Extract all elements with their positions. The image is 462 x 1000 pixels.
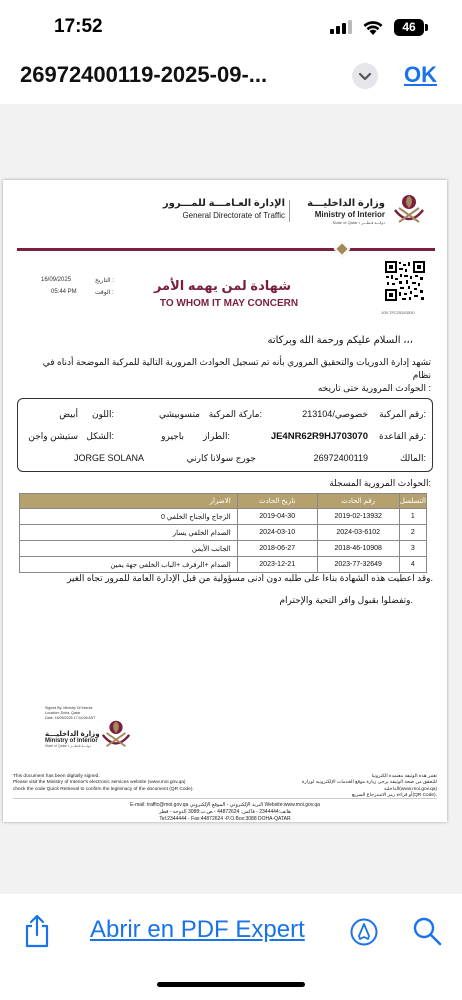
- footer-ar-line: تعتبر هذه الوثيقة معتمدة الكترونيا: [371, 774, 437, 779]
- header-divider: [289, 200, 290, 222]
- viewer-header: [0, 56, 462, 100]
- time-value: 05:44 PM: [51, 289, 77, 295]
- certificate-title-ar: شهادة لمن يهمه الأمر: [153, 278, 291, 293]
- owner-name-ar: جورج سولانا كارني: [186, 453, 256, 463]
- accidents-table: [19, 493, 427, 573]
- chassis-value: JE4NR62R9HJ703070: [270, 431, 368, 442]
- table-row: [20, 525, 427, 541]
- model-value: باجيرو: [161, 431, 184, 441]
- cell-date: 2023-12-21: [237, 557, 317, 573]
- column-header-date: تاريخ الحادث: [237, 494, 317, 509]
- greeting-text: السلام عليكم ورحمة الله وبركاته ،،،: [267, 335, 413, 346]
- cell-date: 2018-06-27: [237, 541, 317, 557]
- diamond-ornament: [334, 241, 351, 258]
- footer-ar-line: للتحقق من صحة الوثيقة يرجى زيارة موقع الخدمات الإلكترونية لوزارة الداخلية(www.moi.gov.qa): [301, 780, 437, 792]
- qr-reference-id: 105-TFC25343530: [381, 310, 415, 315]
- signature-ministry-en: Ministry of Interior: [45, 738, 98, 744]
- footer-notice-en: [13, 774, 194, 793]
- qatar-emblem-stamp-icon: [99, 714, 133, 752]
- vehicle-details-box: [17, 398, 433, 472]
- markup-icon[interactable]: [350, 918, 378, 946]
- contact-line: Tel:2344444 - Fax:44872624 -P.O.Box:3088 DOHA-QATAR: [159, 816, 291, 822]
- pdf-viewer[interactable]: [0, 104, 462, 894]
- footer-en-line: check the code Quick Retrieval to confirm the legitimacy of the document (QR Code).: [13, 786, 194, 792]
- qr-code-icon: [384, 260, 426, 302]
- ministry-name: [293, 198, 385, 225]
- table-row: [20, 541, 427, 557]
- state-line: State of Qatar • دولـــة قـطـــر: [332, 220, 385, 225]
- signature-state-line: State of Qatar • دولـــة قـطـــر: [45, 744, 91, 748]
- cell-serial: 4: [399, 557, 426, 573]
- make-label: ماركة المركبة:: [208, 409, 262, 419]
- signature-date: Date: 16/09/2025 17:44:06 AST: [45, 716, 96, 720]
- header-rule: [17, 248, 435, 251]
- home-indicator[interactable]: [157, 982, 305, 987]
- signature-ministry-ar: وزارة الداخليـــة: [45, 731, 100, 738]
- intro-line-2: الحوادث المرورية حتى تاريخه :: [317, 383, 431, 393]
- chassis-label: رقم القاعدة:: [378, 431, 426, 441]
- time-label: الوقت :: [95, 290, 114, 296]
- status-bar: [0, 0, 462, 56]
- signature-ministry: [45, 730, 101, 748]
- plate-value: خصوصي/213104: [302, 409, 368, 419]
- footer-en-line: Please visit the Ministry of Interior's electronic services website (www.moi.gov.qa): [13, 780, 186, 786]
- open-in-pdf-expert-link[interactable]: Abrir en PDF Expert: [90, 916, 305, 943]
- owner-label: المالك:: [399, 453, 426, 463]
- cell-number: 2018-46-10908: [317, 541, 399, 557]
- signature-location: Location: Doha, Qatar: [45, 711, 81, 715]
- cell-number: 2024-03-6102: [317, 525, 399, 541]
- pdf-page: [3, 180, 447, 822]
- closing-regards: وتفضلوا بقبول وافر التحية والإحترام.: [279, 595, 413, 605]
- column-header-serial: التسلسل: [399, 494, 426, 509]
- accidents-title: الحوادث المرورية المسجلة:: [329, 478, 431, 488]
- cell-date: 2024-03-10: [237, 525, 317, 541]
- intro-line-1: تشهد إدارة الدوريات والتحقيق المروري بأنه تم تسجيل الحوادث المرورية التالية للمركبة الموضحة أدناه في نظام: [42, 357, 431, 380]
- cell-serial: 1: [399, 509, 426, 525]
- wifi-icon: [362, 18, 384, 36]
- certificate-title-en: TO WHOM IT MAY CONCERN: [159, 298, 299, 309]
- signal-icon: [330, 20, 352, 34]
- color-label: اللون:: [92, 409, 114, 419]
- contact-line: E-mail: traffic@moi.gov.qa البريد الإلكتروني - الموقع الإلكتروني Website:www.moi.gov.qa: [130, 802, 320, 808]
- share-icon[interactable]: [22, 914, 52, 948]
- owner-id: 26972400119: [313, 453, 368, 463]
- chevron-down-icon[interactable]: [352, 63, 378, 89]
- cell-damage: الصدام الخلفي يسار: [20, 525, 238, 541]
- footer-contact: [63, 802, 387, 823]
- closing-statement: وقد اعطيت هذه الشهادة بناءا على طلبه دون ادنى مسؤولية من قبل الإدارة العامة للمرور تجاه الغير.: [67, 573, 433, 583]
- model-label: الطراز:: [203, 431, 230, 441]
- cell-damage: الصدام +الرفرف +الباب الخلفي جهة يمين: [20, 557, 238, 573]
- plate-label: رقم المركبة:: [379, 409, 426, 419]
- cell-serial: 2: [399, 525, 426, 541]
- directorate-name-en: General Directorate of Traffic: [182, 211, 285, 220]
- directorate-name-ar: الإدارة العـامـــة للمـــرور: [162, 198, 285, 209]
- shape-value: ستيشن واجن: [28, 431, 78, 441]
- status-time: 17:52: [54, 16, 103, 37]
- cell-damage: الجانب الأيمن: [20, 541, 238, 557]
- column-header-number: رقم الحادث: [317, 494, 399, 509]
- battery-icon: 46: [394, 19, 424, 36]
- file-title: 26972400119-2025-09-...: [20, 62, 268, 87]
- footer-notice-ar: [249, 774, 437, 800]
- signed-by: Signed By: Ministry Of Interior: [45, 706, 93, 710]
- contact-line: هاتف:2344444 - فاكس: 44872624 - ص.ب:3088 الدوحة - قطر: [159, 809, 291, 815]
- table-header-row: [20, 494, 427, 509]
- shape-label: الشكل:: [86, 431, 114, 441]
- color-value: أبيض: [59, 409, 78, 419]
- bottom-toolbar: [0, 894, 462, 1000]
- footer-en-line: This document has been digitally signed.: [13, 774, 100, 779]
- cell-damage: الزجاج والجناح الخلفي 0: [20, 509, 238, 525]
- ministry-name-en: Ministry of Interior: [314, 210, 385, 219]
- owner-name-en: JORGE SOLANA: [73, 453, 144, 463]
- date-label: التاريخ :: [95, 278, 114, 284]
- cell-number: 2019-02-13932: [317, 509, 399, 525]
- battery-tip: [425, 24, 428, 31]
- cell-serial: 3: [399, 541, 426, 557]
- directorate-name: [153, 198, 285, 220]
- table-row: [20, 557, 427, 573]
- ok-button[interactable]: OK: [404, 62, 437, 87]
- cell-number: 2023-77-32649: [317, 557, 399, 573]
- footer-ar-line: أو قراءة رمز الاسترجاع السريع(QR Code).: [351, 793, 437, 799]
- intro-text: [23, 356, 431, 395]
- digital-signature-meta: [45, 706, 95, 721]
- search-icon[interactable]: [412, 916, 442, 946]
- footer-rule: [13, 798, 437, 799]
- qatar-emblem-icon: [391, 188, 427, 228]
- table-row: [20, 509, 427, 525]
- make-value: متسوبيشي: [159, 409, 200, 419]
- date-value: 16/09/2025: [41, 277, 72, 283]
- cell-date: 2019-04-30: [237, 509, 317, 525]
- ministry-name-ar: وزارة الداخليـــة: [307, 198, 385, 209]
- column-header-damage: الاضرار: [20, 494, 238, 509]
